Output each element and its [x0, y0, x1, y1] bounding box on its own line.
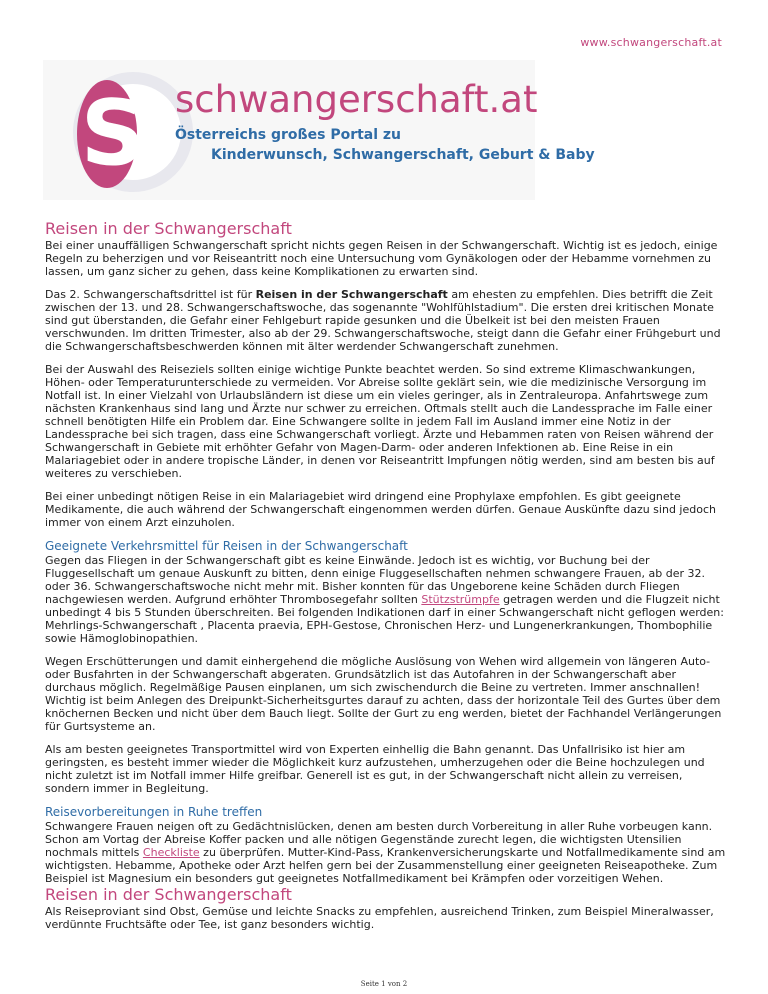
paragraph-intro: Bei einer unauffälligen Schwangerschaft spricht nichts gegen Reisen in der Schwangerschaft. Wichtig ist es jedoch, einige Regeln zu beherzigen und vor Reiseantritt noch eine Untersuchung vom Gynäkologen oder der Hebamme vornehmen zu lassen, um ganz sicher zu gehen, dass keine Komplikationen zu erwarten sind.	[45, 239, 718, 278]
page-number: Seite 1 von 2	[360, 980, 408, 988]
bold-keyword: Reisen in der Schwangerschaft	[255, 288, 448, 301]
link-checkliste[interactable]: Checkliste	[142, 846, 200, 859]
paragraph-text: getragen werden und die Flugzeit nicht unbedingt 4 bis 5 Stunden überschreiten. Bei folgenden Indikationen darf in einer Schwangerschaft nicht geflogen werden: Mehrlings-Schwangerschaft , Placenta praevia, EPH-Gestose, Chronischen Herz- und Lungenerkrankungen, Thombophilie sowie Hämoglobinopathien.	[45, 593, 724, 645]
logo-letter: S	[80, 81, 146, 186]
paragraph-text: zu überprüfen. Mutter-Kind-Pass, Krankenversicherungskarte und Notfallmedikamente sind am wichtigsten. Hebamme, Apotheke oder Arzt helfen gern bei der Zusammenstellung einer geeigneten Reiseapotheke. Zum Beispiel ist Magnesium ein besonders gut geeignetes Notfallmedikament bei Krämpfen oder vorzeitigen Wehen.	[45, 846, 726, 885]
logo-graphic	[43, 60, 595, 200]
site-logo	[43, 60, 595, 200]
link-stuetzstruempfe[interactable]: Stützstrümpfe	[421, 593, 500, 606]
paragraph-car: Wegen Erschütterungen und damit einhergehend die mögliche Auslösung von Wehen wird allgemein von längeren Auto- oder Busfahrten in der Schwangerschaft abgeraten. Grundsätzlich ist das Autofahren in der Schwangerschaft aber durchaus möglich. Regelmäßige Pausen einplanen, um sich zwischendurch die Beine zu vertreten. Immer anschnallen! Wichtig ist beim Anlegen des Dreipunkt-Sicherheitsgurtes darauf zu achten, dass der horizontale Teil des Gurtes über dem knöchernen Becken und nicht über dem Bauch liegt. Sollte der Gurt zu eng werden, bietet der Fachhandel Verlängerungen für Gurtsysteme an.	[45, 655, 722, 733]
article	[45, 219, 729, 941]
article-title-repeat: Reisen in der Schwangerschaft	[45, 885, 292, 904]
paragraph-preparation	[45, 820, 729, 885]
paragraph-provisions: Als Reiseproviant sind Obst, Gemüse und leichte Snacks zu empfehlen, ausreichend Trinken, zum Beispiel Mineralwasser, verdünnte Fruchtsäfte oder Tee, ist ganz besonders wichtig.	[45, 905, 714, 931]
article-title: Reisen in der Schwangerschaft	[45, 219, 292, 238]
heading-preparation: Reisevorbereitungen in Ruhe treffen	[45, 805, 263, 819]
paragraph-destination: Bei der Auswahl des Reiseziels sollten einige wichtige Punkte beachtet werden. So sind extreme Klimaschwankungen, Höhen- oder Temperaturunterschiede zu vermeiden. Vor Abreise sollte geklärt sein, wie die medizinische Versorgung im Notfall ist. In einer Vielzahl von Urlaubsländern ist diese um ein vieles geringer, als in Zentraleuropa. Anfahrtswege zum nächsten Krankenhaus sind lang und Ärzte nur schwer zu erreichen. Oftmals stellt auch die Landessprache im Falle einer schnell benötigten Hilfe ein Problem dar. Eine Schwangere sollte in jedem Fall im Ausland immer eine Notiz in der Landessprache bei sich tragen, dass eine Schwangerschaft vorliegt. Ärzte und Hebammen raten von Reisen während der Schwangerschaft in Gebiete mit erhöhter Gefahr von Magen-Darm- oder anderen Infektionen ab. Eine Reise in ein Malariagebiet oder in andere tropische Länder, in denen vor Reiseantritt Impfungen nötig werden, sind am besten bis auf weiteres zu verschieben.	[45, 363, 715, 480]
logo-tagline-line-2: Kinderwunsch, Schwangerschaft, Geburt & Baby	[211, 147, 595, 163]
logo-tagline-line-1: Österreichs großes Portal zu	[175, 127, 402, 143]
paragraph-malaria: Bei einer unbedingt nötigen Reise in ein Malariagebiet wird dringend eine Prophylaxe empfohlen. Es gibt geeignete Medikamente, die auch während der Schwangerschaft eingenommen werden dürfen. Genaue Auskünfte dazu sind jedoch immer von einem Arzt einzuholen.	[45, 490, 716, 529]
logo-wordmark: schwangerschaft.at	[175, 78, 538, 121]
paragraph-second-trimester	[45, 288, 729, 353]
paragraph-text: Gegen das Fliegen in der Schwangerschaft gibt es keine Einwände. Jedoch ist es wichtig, vor Buchung bei der Fluggesellschaft um genaue Auskunft zu bitten, denn einige Fluggesellschaften nehmen schwangere Frauen, ab der 32. oder 36. Schwangerschaftswoche nicht mehr mit. Bisher konnten für das Ungeborene keine Schäden durch Fliegen nachgewiesen werden. Aufgrund erhöhter Thrombosegefahr sollten	[45, 554, 705, 606]
paragraph-flying	[45, 554, 729, 645]
site-url: www.schwangerschaft.at	[580, 36, 722, 49]
paragraph-text: Das 2. Schwangerschaftsdrittel ist für	[45, 288, 256, 301]
paragraph-text: Schwangere Frauen neigen oft zu Gedächtnislücken, denen am besten durch Vorbereitung in aller Ruhe vorbeugen kann. Schon am Vortag der Abreise Koffer packen und alle nötigen Gegenstände zurecht legen, die wichtigsten Utensilien nochmals mittels	[45, 820, 713, 859]
paragraph-train: Als am besten geeignetes Transportmittel wird von Experten einhellig die Bahn genannt. Das Unfallrisiko ist hier am geringsten, es besteht immer wieder die Möglichkeit kurz aufzustehen, umherzugehen oder die Beine hochzulegen und nicht zuletzt ist im Notfall immer Hilfe greifbar. Generell ist es gut, in der Schwangerschaft nicht allein zu verreisen, sondern immer in Begleitung.	[45, 743, 705, 795]
heading-transport: Geeignete Verkehrsmittel für Reisen in der Schwangerschaft	[45, 539, 408, 553]
paragraph-text: am ehesten zu empfehlen. Dies betrifft die Zeit zwischen der 13. und 28. Schwangerschaftswoche, das sogenannte "Wohlfühlstadium". Die ersten drei kritischen Monate sind gut überstanden, die Gefahr einer Fehlgeburt rapide gesunken und die Übelkeit ist bei den meisten Frauen verschwunden. Im dritten Trimester, also ab der 29. Schwangerschaftswoche, steigt dann die Gefahr einer Frühgeburt und die Schwangerschaftsbeschwerden können mit älter werdender Schwangerschaft zunehmen.	[45, 288, 721, 353]
